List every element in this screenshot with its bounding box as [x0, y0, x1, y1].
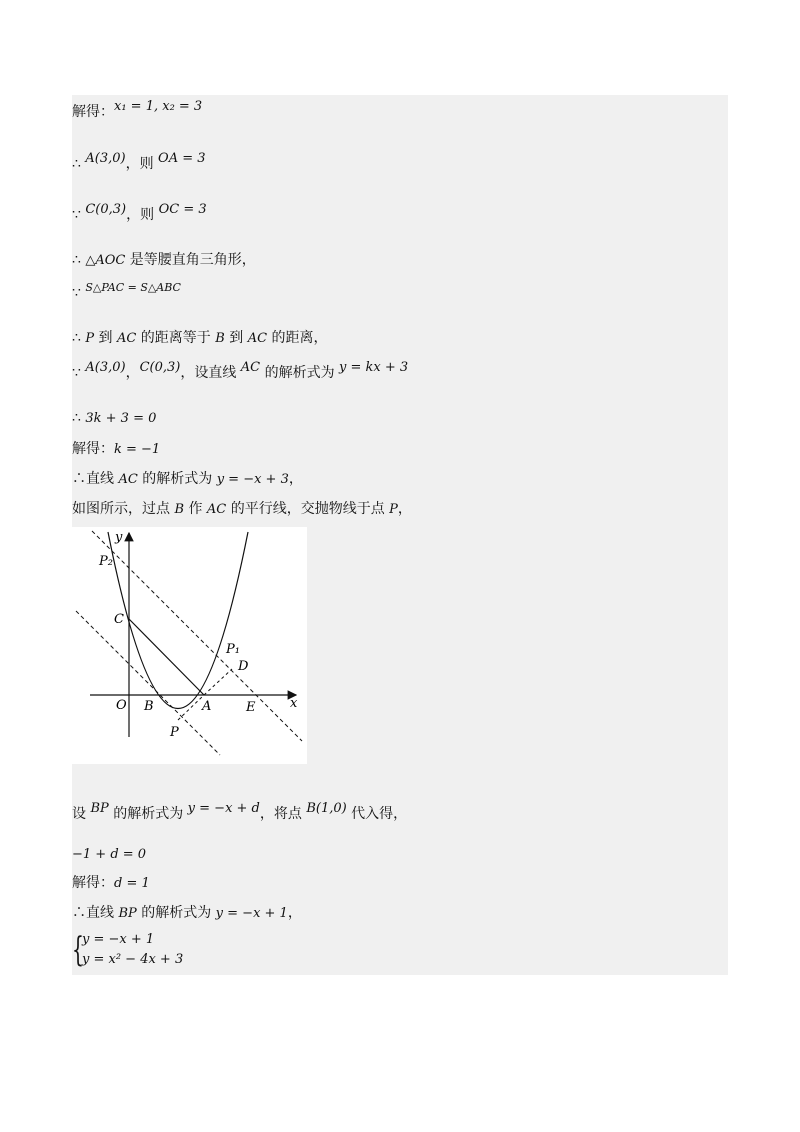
text: 的距离，	[267, 330, 328, 346]
text: 的解析式为	[137, 471, 217, 487]
solve-line-roots	[72, 99, 203, 122]
line-through-bp	[76, 611, 220, 755]
line-set-bp	[72, 801, 408, 824]
math: △AOC	[85, 253, 126, 268]
label-a: A	[202, 699, 212, 714]
text: 的解析式为	[136, 905, 216, 921]
system-brace: {	[72, 930, 84, 970]
math: k = −1	[114, 442, 161, 457]
text: 到	[94, 330, 118, 346]
math: B(1,0)	[306, 801, 347, 816]
parabola-diagram	[72, 527, 307, 764]
math: BP	[90, 801, 109, 816]
math: BP	[118, 906, 137, 921]
line-equation-k	[72, 409, 156, 428]
label-o: O	[116, 698, 127, 713]
text: ∴	[72, 156, 86, 172]
math: y = −x + d	[187, 801, 260, 816]
math: A(3,0)	[85, 151, 126, 166]
text: 的平行线，交抛物线于点	[226, 501, 390, 517]
math: 3k + 3 = 0	[85, 411, 157, 426]
text: ∴直线	[72, 905, 119, 921]
text: 作	[184, 501, 207, 517]
text: ∴	[72, 410, 86, 426]
text: 如图所示，过点	[72, 501, 175, 517]
text: ，将点	[259, 806, 307, 822]
math: y = −x + 3	[216, 472, 289, 487]
text: ∴	[72, 330, 86, 346]
math: −1 + d = 0	[72, 847, 147, 862]
label-d: D	[238, 659, 249, 674]
math: OC = 3	[158, 202, 207, 217]
text: ，	[397, 501, 412, 517]
geometry-figure	[72, 527, 307, 764]
text: ∴直线	[72, 471, 119, 487]
line-equation-d	[72, 845, 146, 864]
text: ，	[125, 365, 140, 381]
math: y = kx + 3	[339, 360, 409, 375]
math: C(0,3)	[85, 202, 127, 217]
math: B	[215, 331, 225, 346]
system-equation-2: y = x² − 4x + 3	[82, 952, 184, 967]
system-equation-1: y = −x + 1	[82, 932, 155, 947]
line-area-equal	[72, 281, 181, 303]
line-figure-intro	[72, 500, 412, 519]
text: 解得：	[72, 875, 114, 891]
text: 解得：	[72, 104, 114, 120]
math: OA = 3	[158, 151, 206, 166]
label-x: x	[290, 696, 298, 711]
math: x₁ = 1, x₂ = 3	[114, 99, 203, 114]
line-point-c	[72, 202, 207, 225]
line-isosceles	[72, 251, 256, 270]
text: ，则	[125, 156, 159, 172]
label-b: B	[144, 699, 154, 714]
math: AC	[247, 331, 268, 346]
text: 是等腰直角三角形，	[125, 252, 256, 268]
line-set-ac	[72, 360, 409, 383]
line-distance	[72, 329, 328, 348]
line-solve-k	[72, 440, 160, 459]
math: C(0,3)	[139, 360, 181, 375]
text: 的解析式为	[108, 806, 188, 822]
text: ∵	[72, 285, 86, 301]
text: ，则	[126, 207, 159, 223]
line-bp-result	[72, 904, 302, 923]
text: ，设直线	[180, 365, 241, 381]
label-p: P	[170, 725, 179, 740]
math: S△PAC = S△ABC	[85, 281, 181, 294]
label-p1: P₁	[226, 642, 240, 657]
text: 的解析式为	[260, 365, 340, 381]
math: P	[389, 502, 398, 517]
math: P	[85, 331, 95, 346]
math: y = −x + 1	[215, 906, 288, 921]
text: 代入得，	[346, 806, 408, 822]
math: B	[174, 502, 185, 517]
label-y: y	[115, 530, 123, 545]
line-ac-result	[72, 470, 303, 489]
math: A(3,0)	[85, 360, 126, 375]
text: ，	[288, 471, 303, 487]
math: AC	[117, 331, 137, 346]
text: 解得：	[72, 441, 114, 457]
text: ∵	[72, 365, 86, 381]
math: AC	[206, 502, 227, 517]
line-point-a	[72, 151, 206, 174]
math: d = 1	[114, 876, 150, 891]
math: AC	[118, 472, 138, 487]
math: AC	[240, 360, 261, 375]
label-e: E	[246, 700, 256, 715]
text: ∴	[72, 252, 86, 268]
label-p2: P₂	[99, 554, 113, 569]
label-c: C	[114, 612, 124, 627]
text: 的距离等于	[136, 330, 216, 346]
segment-ad	[204, 669, 232, 695]
text: 设	[72, 806, 91, 822]
line-solve-d	[72, 874, 150, 893]
text: ，	[287, 905, 302, 921]
text: ∵	[72, 207, 86, 223]
text: 到	[224, 330, 248, 346]
